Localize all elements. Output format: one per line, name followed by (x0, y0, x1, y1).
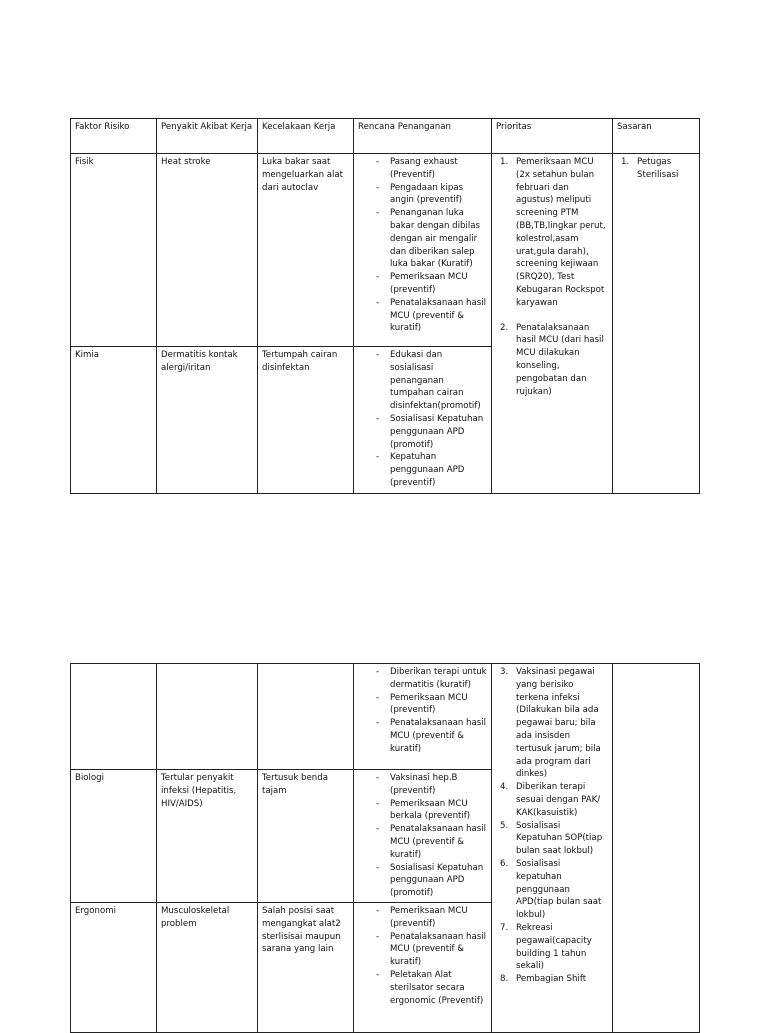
rencana-list (358, 905, 487, 1007)
penyakit-cell: Musculoskeletal problem (157, 902, 258, 1032)
header-prioritas: Prioritas (492, 119, 613, 154)
list-item: - Vaksinasi hep.B (preventif) (358, 772, 487, 798)
faktor-cell: Ergonomi (71, 902, 157, 1032)
rencana-cell (354, 664, 492, 770)
list-item: - Sosialisasi Kepatuhan penggunaan APD (promotif) (358, 413, 487, 451)
prioritas-cell (492, 664, 613, 1033)
rencana-list (358, 349, 487, 490)
prioritas-cell (492, 154, 613, 494)
rencana-cell (354, 154, 492, 347)
table-header-row (71, 119, 700, 154)
list-item: - Peletakan Alat sterilsator secara ergonomic (Preventif) (358, 969, 487, 1007)
penyakit-cell: Tertular penyakit infeksi (Hepatitis, HIV/AIDS) (157, 770, 258, 903)
list-item: - Pasang exhaust (Preventif) (358, 156, 487, 182)
faktor-cell: Kimia (71, 347, 157, 494)
kecelakaan-cell (258, 664, 354, 770)
risk-table-page-1 (70, 118, 700, 494)
list-item: - Pemeriksaan MCU (preventif) (358, 692, 487, 718)
sasaran-cell (613, 154, 700, 494)
faktor-cell: Biologi (71, 770, 157, 903)
list-item: 6. Sosialisasi kepatuhan penggunaan APD(tiap bulan saat lokbul) (500, 858, 602, 921)
list-item: - Sosialisasi Kepatuhan penggunaan APD (promotif) (358, 862, 487, 900)
rencana-list (358, 666, 487, 756)
list-item: 4. Diberikan terapi sesuai dengan PAK/ KAK(kasuistik) (500, 782, 601, 818)
list-item: 7. Rekreasi pegawai(capacity building 1 tahun sekali) (500, 922, 592, 972)
header-penyakit: Penyakit Akibat Kerja (157, 119, 258, 154)
list-item: 8. Pembagian Shift (500, 974, 587, 985)
prioritas-list (496, 156, 608, 398)
list-item: - Kepatuhan penggunaan APD (preventif) (358, 451, 487, 489)
header-faktor-risiko: Faktor Risiko (71, 119, 157, 154)
table-row-fisik (71, 154, 700, 347)
prioritas-list (496, 666, 608, 986)
list-item: - Pengadaan kipas angin (preventif) (358, 182, 487, 208)
list-item: - Pemeriksaan MCU (preventif) (358, 271, 487, 297)
list-item: 5. Sosialisasi Kepatuhan SOP(tiap bulan saat lokbul) (500, 820, 603, 857)
list-item: - Penatalaksanaan hasil MCU (preventif & kuratif) (358, 823, 487, 861)
list-item: - Pemeriksaan MCU berkala (preventif) (358, 798, 487, 824)
penyakit-cell: Dermatitis kontak alergi/iritan (157, 347, 258, 494)
list-item: - Edukasi dan sosialisasi penanganan tumpahan cairan disinfektan(promotif) (358, 349, 487, 413)
kecelakaan-cell: Luka bakar saat mengeluarkan alat dari autoclav (258, 154, 354, 347)
list-item: - Penatalaksanaan hasil MCU (preventif & kuratif) (358, 297, 487, 335)
faktor-cell: Fisik (71, 154, 157, 347)
rencana-cell (354, 902, 492, 1032)
risk-table-page-2 (70, 663, 700, 1033)
rencana-list (358, 156, 487, 335)
rencana-list (358, 772, 487, 900)
penyakit-cell (157, 664, 258, 770)
list-item: - Diberikan terapi untuk dermatitis (kuratif) (358, 666, 487, 692)
list-item: 3. Vaksinasi pegawai yang berisiko terkena infeksi (Dilakukan bila ada pegawai baru; bila ada insisden tertusuk jarum; bila ada program dari dinkes) (500, 667, 601, 780)
list-item: 2. Penatalaksanaan hasil MCU (dari hasil MCU dilakukan konseling, pengobatan dan rujukan) (500, 322, 604, 397)
kecelakaan-cell: Salah posisi saat mengangkat alat2 sterlisisai maupun sarana yang lain (258, 902, 354, 1032)
list-item: 1. Pemeriksaan MCU (2x setahun bulan februari dan agustus) meliputi screening PTM (BB,TB,lingkar perut, kolestrol,asam urat,gula darah), screening kejiwaan (SRQ20), Test Kebugaran Rockspot karyawan (500, 157, 606, 308)
list-item: - Pemeriksaan MCU (preventif) (358, 905, 487, 931)
header-kecelakaan: Kecelakaan Kerja (258, 119, 354, 154)
table-row-continuation (71, 664, 700, 770)
rencana-cell (354, 770, 492, 903)
sasaran-cell (613, 664, 700, 1033)
faktor-cell (71, 664, 157, 770)
penyakit-cell: Heat stroke (157, 154, 258, 347)
sasaran-list (617, 156, 695, 182)
list-item: - Penatalaksanaan hasil MCU (preventif & kuratif) (358, 931, 487, 969)
rencana-cell (354, 347, 492, 494)
header-sasaran: Sasaran (613, 119, 700, 154)
list-item: - Penatalaksanaan hasil MCU (preventif & kuratif) (358, 717, 487, 755)
list-item: 1. Petugas Sterilisasi (621, 157, 679, 180)
kecelakaan-cell: Tertumpah cairan disinfektan (258, 347, 354, 494)
kecelakaan-cell: Tertusuk benda tajam (258, 770, 354, 903)
header-rencana: Rencana Penanganan (354, 119, 492, 154)
list-item: - Penanganan luka bakar dengan dibilas dengan air mengalir dan diberikan salep luka bakar (Kuratif) (358, 207, 487, 271)
